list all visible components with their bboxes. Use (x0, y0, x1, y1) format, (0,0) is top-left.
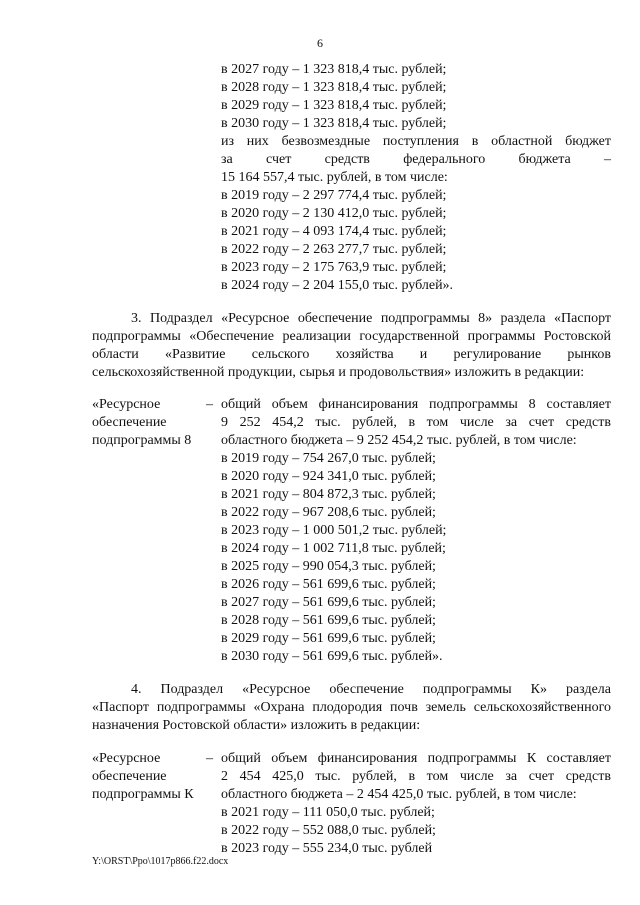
section-text-line: в 2029 году – 561 699,6 тыс. рублей; (221, 631, 436, 646)
paragraph-line: подпрограммы «Обеспечение реализации государственной программы Ростовской (92, 329, 611, 344)
section-text-line: в 2025 году – 990 054,3 тыс. рублей; (221, 559, 436, 574)
section-text-line: в 2024 году – 1 002 711,8 тыс. рублей; (221, 541, 446, 556)
section-label: подпрограммы К (92, 787, 194, 802)
section-text-line: областного бюджета – 9 252 454,2 тыс. рублей, в том числе: (221, 433, 577, 448)
paragraph-line: 4. Подраздел «Ресурсное обеспечение подпрограммы К» раздела (131, 682, 611, 697)
section-label: «Ресурсное (92, 397, 161, 412)
paragraph-line: 3. Подраздел «Ресурсное обеспечение подпрограммы 8» раздела «Паспорт (131, 311, 611, 326)
section-text-line: в 2021 году – 111 050,0 тыс. рублей; (221, 805, 435, 820)
section-label: обеспечение (92, 415, 167, 430)
block1-line: в 2022 году – 2 263 277,7 тыс. рублей; (221, 242, 447, 257)
section-text-line: в 2023 году – 1 000 501,2 тыс. рублей; (221, 523, 447, 538)
section-dash: – (206, 751, 213, 766)
section-label: обеспечение (92, 769, 167, 784)
section-dash: – (206, 397, 213, 412)
block1-line: из них безвозмездные поступления в областной бюджет (221, 134, 611, 149)
block1-line: в 2027 году – 1 323 818,4 тыс. рублей; (221, 62, 447, 77)
section-text-line: 9 252 454,2 тыс. рублей, в том числе за счет средств (221, 415, 611, 430)
section-text-line: в 2030 году – 561 699,6 тыс. рублей». (221, 649, 443, 664)
section-text-line: в 2022 году – 967 208,6 тыс. рублей; (221, 505, 436, 520)
section-text-line: в 2028 году – 561 699,6 тыс. рублей; (221, 613, 436, 628)
paragraph-line: сельскохозяйственной продукции, сырья и продовольствия» изложить в редакции: (92, 365, 585, 380)
file-path-footer: Y:\ORST\Ppo\1017p866.f22.docx (92, 856, 229, 867)
paragraph-line: назначения Ростовской области» изложить в редакции: (92, 718, 421, 733)
section-text-line: общий объем финансирования подпрограммы 8 составляет (221, 397, 611, 412)
block1-line: 15 164 557,4 тыс. рублей, в том числе: (221, 170, 448, 185)
block1-line: в 2023 году – 2 175 763,9 тыс. рублей; (221, 260, 447, 275)
section-text-line: областного бюджета – 2 454 425,0 тыс. рублей, в том числе: (221, 787, 577, 802)
block1-line: в 2021 году – 4 093 174,4 тыс. рублей; (221, 224, 447, 239)
section-text-line: 2 454 425,0 тыс. рублей, в том числе за счет средств (221, 769, 611, 784)
block1-line: в 2029 году – 1 323 818,4 тыс. рублей; (221, 98, 447, 113)
block1-line: в 2020 году – 2 130 412,0 тыс. рублей; (221, 206, 447, 221)
paragraph-line: области «Развитие сельского хозяйства и регулирование рынков (92, 347, 611, 362)
section-text-line: в 2022 году – 552 088,0 тыс. рублей; (221, 823, 436, 838)
paragraph-line: «Паспорт подпрограммы «Охрана плодородия почв земель сельскохозяйственного (92, 700, 611, 715)
section-text-line: в 2026 году – 561 699,6 тыс. рублей; (221, 577, 436, 592)
section-label: «Ресурсное (92, 751, 161, 766)
section-label: подпрограммы 8 (92, 433, 192, 448)
section-text-line: в 2027 году – 561 699,6 тыс. рублей; (221, 595, 436, 610)
block1-line: в 2028 году – 1 323 818,4 тыс. рублей; (221, 80, 447, 95)
block1-line: за счет средств федерального бюджета – (221, 152, 611, 167)
block1-line: в 2024 году – 2 204 155,0 тыс. рублей». (221, 278, 454, 293)
block1-line: в 2030 году – 1 323 818,4 тыс. рублей; (221, 116, 447, 131)
page-number: 6 (317, 36, 323, 50)
section-text-line: общий объем финансирования подпрограммы К составляет (221, 751, 611, 766)
section-text-line: в 2020 году – 924 341,0 тыс. рублей; (221, 469, 436, 484)
section-text-line: в 2019 году – 754 267,0 тыс. рублей; (221, 451, 436, 466)
section-text-line: в 2023 году – 555 234,0 тыс. рублей (221, 841, 433, 856)
block1-line: в 2019 году – 2 297 774,4 тыс. рублей; (221, 188, 447, 203)
section-text-line: в 2021 году – 804 872,3 тыс. рублей; (221, 487, 436, 502)
